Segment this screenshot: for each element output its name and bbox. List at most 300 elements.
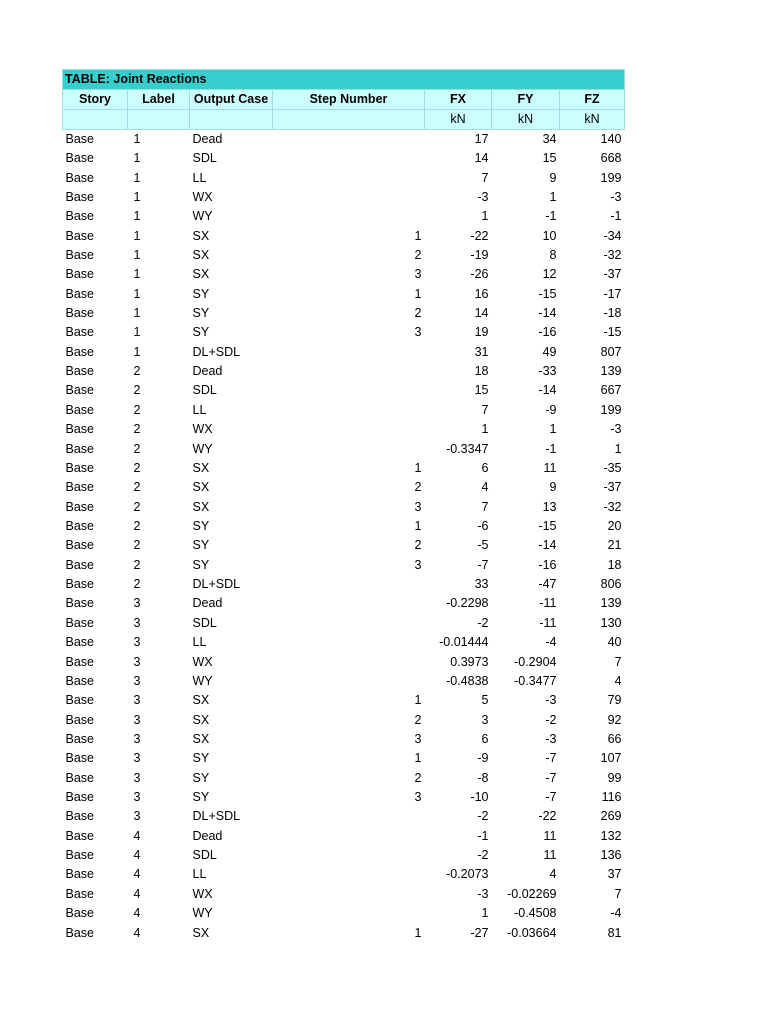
cell-step-number[interactable]: 2 xyxy=(414,770,422,785)
cell-fz[interactable]: 139 xyxy=(600,364,622,379)
cell-fy[interactable]: 12 xyxy=(542,267,557,282)
cell-fx[interactable]: -1 xyxy=(477,828,489,843)
cell-output-case[interactable]: WY xyxy=(192,673,213,688)
unit-fz[interactable]: kN xyxy=(560,110,625,130)
cell-step-number[interactable] xyxy=(273,614,425,633)
cell-step-number[interactable] xyxy=(273,168,425,187)
cell-output-case[interactable]: SDL xyxy=(192,615,217,630)
cell-step-number[interactable] xyxy=(273,575,425,594)
cell-fy[interactable]: 1 xyxy=(549,422,557,437)
cell-label[interactable]: 1 xyxy=(133,306,141,321)
cell-output-case[interactable]: SY xyxy=(192,286,210,301)
cell-fx[interactable]: -7 xyxy=(477,557,489,572)
cell-story[interactable]: Base xyxy=(65,170,94,185)
cell-label[interactable]: 3 xyxy=(133,809,141,824)
cell-step-number[interactable] xyxy=(273,439,425,458)
cell-output-case[interactable]: SY xyxy=(192,519,210,533)
cell-output-case[interactable]: SY xyxy=(192,790,210,805)
cell-fz[interactable]: 4 xyxy=(614,673,622,688)
cell-story[interactable]: Base xyxy=(65,635,94,650)
cell-label[interactable]: 2 xyxy=(133,499,141,514)
cell-fz[interactable]: 132 xyxy=(600,828,622,843)
cell-fy[interactable]: -7 xyxy=(545,770,557,785)
cell-fx[interactable]: 14 xyxy=(474,151,489,166)
header-story[interactable]: Story xyxy=(63,90,128,110)
cell-fy[interactable]: -7 xyxy=(545,790,557,805)
cell-fz[interactable]: 40 xyxy=(607,635,622,650)
cell-label[interactable]: 3 xyxy=(133,693,141,708)
cell-story[interactable]: Base xyxy=(65,906,94,921)
cell-story[interactable]: Base xyxy=(65,480,94,495)
cell-fy[interactable]: -11 xyxy=(539,615,557,630)
cell-story[interactable]: Base xyxy=(65,925,94,940)
cell-output-case[interactable]: SX xyxy=(192,712,210,727)
cell-story[interactable]: Base xyxy=(65,577,94,592)
cell-story[interactable]: Base xyxy=(65,306,94,321)
cell-story[interactable]: Base xyxy=(65,460,94,475)
cell-fx[interactable]: 7 xyxy=(481,499,489,514)
cell-fz[interactable]: 139 xyxy=(600,596,622,611)
cell-fz[interactable]: 107 xyxy=(600,751,622,766)
cell-fx[interactable]: 14 xyxy=(474,306,489,321)
unit-fy[interactable]: kN xyxy=(492,110,560,130)
cell-step-number[interactable]: 2 xyxy=(414,306,422,321)
cell-label[interactable]: 2 xyxy=(133,480,141,495)
cell-output-case[interactable]: LL xyxy=(192,635,207,650)
cell-fx[interactable]: 15 xyxy=(474,383,489,398)
unit-fx[interactable]: kN xyxy=(425,110,492,130)
cell-fy[interactable]: -0.02269 xyxy=(507,886,557,901)
cell-fy[interactable]: -0.4508 xyxy=(514,906,557,921)
cell-step-number[interactable]: 3 xyxy=(414,499,422,514)
header-fy[interactable]: FY xyxy=(492,90,560,110)
cell-output-case[interactable]: SX xyxy=(192,925,210,940)
cell-label[interactable]: 2 xyxy=(133,519,141,533)
cell-output-case[interactable]: WX xyxy=(192,189,213,204)
cell-label[interactable]: 4 xyxy=(133,925,141,940)
cell-story[interactable]: Base xyxy=(65,344,94,359)
cell-fz[interactable]: 668 xyxy=(600,151,622,166)
cell-step-number[interactable]: 3 xyxy=(414,325,422,340)
cell-label[interactable]: 2 xyxy=(133,538,141,553)
cell-fz[interactable]: 130 xyxy=(600,615,622,630)
cell-output-case[interactable]: Dead xyxy=(192,828,223,843)
cell-step-number[interactable]: 3 xyxy=(414,557,422,572)
cell-story[interactable]: Base xyxy=(65,848,94,863)
cell-story[interactable]: Base xyxy=(65,673,94,688)
cell-story[interactable]: Base xyxy=(65,132,94,146)
cell-fx[interactable]: 6 xyxy=(481,731,489,746)
cell-fz[interactable]: 21 xyxy=(607,538,622,553)
cell-fz[interactable]: 18 xyxy=(607,557,622,572)
cell-story[interactable]: Base xyxy=(65,654,94,669)
cell-fz[interactable]: 136 xyxy=(600,848,622,863)
cell-fy[interactable]: -1 xyxy=(545,209,557,224)
cell-fx[interactable]: -2 xyxy=(477,809,489,824)
cell-fx[interactable]: -0.2298 xyxy=(446,596,489,611)
cell-fz[interactable]: 7 xyxy=(614,886,622,901)
cell-step-number[interactable] xyxy=(273,207,425,226)
cell-label[interactable]: 4 xyxy=(133,886,141,901)
cell-fz[interactable]: -37 xyxy=(603,480,622,495)
cell-fx[interactable]: -2 xyxy=(477,615,489,630)
cell-story[interactable]: Base xyxy=(65,615,94,630)
cell-fx[interactable]: 17 xyxy=(474,132,489,146)
cell-story[interactable]: Base xyxy=(65,712,94,727)
cell-output-case[interactable]: DL+SDL xyxy=(192,809,241,824)
cell-fx[interactable]: 7 xyxy=(481,170,489,185)
cell-fx[interactable]: 1 xyxy=(481,422,489,437)
cell-fx[interactable]: -3 xyxy=(477,886,489,901)
cell-fy[interactable]: -3 xyxy=(545,731,557,746)
cell-label[interactable]: 3 xyxy=(133,770,141,785)
cell-story[interactable]: Base xyxy=(65,886,94,901)
cell-fy[interactable]: 15 xyxy=(542,151,557,166)
cell-step-number[interactable] xyxy=(273,594,425,613)
cell-output-case[interactable]: WX xyxy=(192,422,213,437)
cell-step-number[interactable]: 1 xyxy=(414,751,422,766)
cell-fx[interactable]: -19 xyxy=(470,247,489,262)
cell-story[interactable]: Base xyxy=(65,751,94,766)
cell-fy[interactable]: 4 xyxy=(549,867,557,882)
cell-label[interactable]: 3 xyxy=(133,790,141,805)
cell-fy[interactable]: -9 xyxy=(545,402,557,417)
cell-story[interactable]: Base xyxy=(65,499,94,514)
cell-fy[interactable]: -0.03664 xyxy=(507,925,557,940)
cell-fx[interactable]: -10 xyxy=(470,790,489,805)
cell-fy[interactable]: -4 xyxy=(545,635,557,650)
cell-fx[interactable]: -27 xyxy=(470,925,489,940)
cell-step-number[interactable] xyxy=(273,343,425,362)
cell-fz[interactable]: 140 xyxy=(600,132,622,146)
cell-step-number[interactable] xyxy=(273,672,425,691)
cell-story[interactable]: Base xyxy=(65,809,94,824)
header-step-number[interactable]: Step Number xyxy=(273,90,425,110)
cell-label[interactable]: 2 xyxy=(133,383,141,398)
cell-fx[interactable]: 6 xyxy=(481,460,489,475)
cell-fz[interactable]: 7 xyxy=(614,654,622,669)
unit-output-case[interactable] xyxy=(190,110,273,130)
cell-story[interactable]: Base xyxy=(65,267,94,282)
cell-fy[interactable]: -14 xyxy=(538,306,557,321)
cell-output-case[interactable]: SX xyxy=(192,693,210,708)
cell-fy[interactable]: -11 xyxy=(539,596,557,611)
cell-label[interactable]: 4 xyxy=(133,848,141,863)
cell-output-case[interactable]: SY xyxy=(192,538,210,553)
cell-fy[interactable]: -47 xyxy=(538,577,557,592)
cell-fx[interactable]: -2 xyxy=(477,848,489,863)
cell-label[interactable]: 3 xyxy=(133,751,141,766)
cell-story[interactable]: Base xyxy=(65,828,94,843)
cell-fz[interactable]: -15 xyxy=(603,325,622,340)
cell-fy[interactable]: 11 xyxy=(543,828,557,843)
cell-label[interactable]: 1 xyxy=(133,228,141,243)
cell-fz[interactable]: 269 xyxy=(600,809,622,824)
cell-fx[interactable]: -5 xyxy=(477,538,489,553)
cell-fx[interactable]: -6 xyxy=(477,519,489,533)
cell-fz[interactable]: 807 xyxy=(600,344,622,359)
cell-fz[interactable]: 37 xyxy=(607,867,622,882)
cell-fy[interactable]: 9 xyxy=(549,170,557,185)
cell-step-number[interactable] xyxy=(273,149,425,168)
cell-fx[interactable]: -26 xyxy=(470,267,489,282)
cell-output-case[interactable]: WX xyxy=(192,654,213,669)
cell-step-number[interactable] xyxy=(273,188,425,207)
cell-label[interactable]: 2 xyxy=(133,557,141,572)
cell-step-number[interactable]: 2 xyxy=(414,480,422,495)
cell-output-case[interactable]: SX xyxy=(192,247,210,262)
cell-fx[interactable]: -8 xyxy=(477,770,489,785)
cell-output-case[interactable]: Dead xyxy=(192,596,223,611)
cell-fz[interactable]: 79 xyxy=(607,693,622,708)
unit-story[interactable] xyxy=(63,110,128,130)
cell-label[interactable]: 1 xyxy=(133,151,141,166)
cell-fz[interactable]: 20 xyxy=(607,519,622,533)
cell-step-number[interactable]: 2 xyxy=(414,538,422,553)
cell-fy[interactable]: 10 xyxy=(542,228,557,243)
cell-output-case[interactable]: SY xyxy=(192,751,210,766)
cell-step-number[interactable] xyxy=(273,904,425,923)
cell-fz[interactable]: 1 xyxy=(614,441,622,456)
cell-fy[interactable]: 11 xyxy=(543,460,557,475)
cell-label[interactable]: 1 xyxy=(133,344,141,359)
cell-story[interactable]: Base xyxy=(65,383,94,398)
cell-fx[interactable]: 16 xyxy=(474,286,489,301)
cell-fy[interactable]: -0.3477 xyxy=(514,673,557,688)
cell-fx[interactable]: 33 xyxy=(474,577,489,592)
cell-story[interactable]: Base xyxy=(65,596,94,611)
header-fz[interactable]: FZ xyxy=(560,90,625,110)
cell-step-number[interactable] xyxy=(273,652,425,671)
header-label[interactable]: Label xyxy=(128,90,190,110)
unit-label[interactable] xyxy=(128,110,190,130)
cell-story[interactable]: Base xyxy=(65,538,94,553)
cell-output-case[interactable]: DL+SDL xyxy=(192,344,241,359)
cell-fy[interactable]: -3 xyxy=(545,693,557,708)
cell-fz[interactable]: -37 xyxy=(603,267,622,282)
cell-fy[interactable]: -14 xyxy=(538,383,557,398)
cell-step-number[interactable]: 1 xyxy=(414,519,422,533)
cell-step-number[interactable]: 1 xyxy=(414,925,422,940)
cell-output-case[interactable]: SY xyxy=(192,557,210,572)
cell-fy[interactable]: -15 xyxy=(538,519,557,533)
cell-fz[interactable]: -32 xyxy=(603,499,622,514)
cell-fy[interactable]: 8 xyxy=(549,247,557,262)
cell-label[interactable]: 4 xyxy=(133,906,141,921)
cell-label[interactable]: 3 xyxy=(133,712,141,727)
cell-fx[interactable]: 19 xyxy=(474,325,489,340)
cell-fx[interactable]: 0.3973 xyxy=(450,654,489,669)
cell-fx[interactable]: 1 xyxy=(481,906,489,921)
cell-fy[interactable]: -16 xyxy=(538,325,557,340)
cell-fz[interactable]: 99 xyxy=(607,770,622,785)
cell-story[interactable]: Base xyxy=(65,867,94,882)
cell-story[interactable]: Base xyxy=(65,731,94,746)
cell-fz[interactable]: 66 xyxy=(607,731,622,746)
cell-fx[interactable]: -0.01444 xyxy=(439,635,489,650)
cell-step-number[interactable] xyxy=(273,130,425,150)
cell-output-case[interactable]: SY xyxy=(192,306,210,321)
cell-fz[interactable]: 667 xyxy=(600,383,622,398)
cell-fy[interactable]: 9 xyxy=(549,480,557,495)
cell-fx[interactable]: 5 xyxy=(481,693,489,708)
cell-step-number[interactable]: 1 xyxy=(414,693,422,708)
cell-story[interactable]: Base xyxy=(65,286,94,301)
cell-fz[interactable]: 92 xyxy=(607,712,622,727)
cell-label[interactable]: 2 xyxy=(133,441,141,456)
cell-output-case[interactable]: Dead xyxy=(192,132,223,146)
cell-story[interactable]: Base xyxy=(65,422,94,437)
cell-story[interactable]: Base xyxy=(65,325,94,340)
header-fx[interactable]: FX xyxy=(425,90,492,110)
cell-fx[interactable]: -0.4838 xyxy=(446,673,489,688)
cell-story[interactable]: Base xyxy=(65,364,94,379)
cell-fx[interactable]: -0.3347 xyxy=(446,441,489,456)
cell-output-case[interactable]: DL+SDL xyxy=(192,577,241,592)
cell-fx[interactable]: 4 xyxy=(481,480,489,495)
cell-step-number[interactable] xyxy=(273,381,425,400)
cell-story[interactable]: Base xyxy=(65,557,94,572)
cell-fy[interactable]: -16 xyxy=(538,557,557,572)
cell-fx[interactable]: 3 xyxy=(481,712,489,727)
cell-step-number[interactable]: 1 xyxy=(414,228,422,243)
cell-step-number[interactable]: 2 xyxy=(414,712,422,727)
cell-label[interactable]: 3 xyxy=(133,673,141,688)
cell-fz[interactable]: -35 xyxy=(603,460,622,475)
cell-story[interactable]: Base xyxy=(65,441,94,456)
cell-fy[interactable]: -15 xyxy=(538,286,557,301)
cell-output-case[interactable]: WX xyxy=(192,886,213,901)
cell-output-case[interactable]: SX xyxy=(192,460,210,475)
cell-fy[interactable]: 13 xyxy=(542,499,557,514)
cell-label[interactable]: 4 xyxy=(133,867,141,882)
cell-output-case[interactable]: SDL xyxy=(192,848,217,863)
cell-step-number[interactable] xyxy=(273,865,425,884)
cell-fy[interactable]: 34 xyxy=(542,132,557,146)
cell-output-case[interactable]: Dead xyxy=(192,364,223,379)
table-title[interactable]: TABLE: Joint Reactions xyxy=(63,70,625,90)
cell-step-number[interactable]: 3 xyxy=(414,267,422,282)
cell-label[interactable]: 2 xyxy=(133,577,141,592)
cell-output-case[interactable]: SX xyxy=(192,228,210,243)
cell-fz[interactable]: -34 xyxy=(603,228,622,243)
cell-fy[interactable]: 1 xyxy=(549,189,557,204)
cell-label[interactable]: 1 xyxy=(133,286,141,301)
cell-fx[interactable]: -22 xyxy=(470,228,489,243)
cell-story[interactable]: Base xyxy=(65,228,94,243)
cell-label[interactable]: 2 xyxy=(133,364,141,379)
cell-label[interactable]: 2 xyxy=(133,422,141,437)
cell-step-number[interactable]: 3 xyxy=(414,731,422,746)
cell-fx[interactable]: 31 xyxy=(474,344,489,359)
cell-fx[interactable]: 1 xyxy=(481,209,489,224)
cell-output-case[interactable]: SDL xyxy=(192,383,217,398)
cell-label[interactable]: 1 xyxy=(133,132,141,146)
cell-step-number[interactable] xyxy=(273,846,425,865)
cell-fz[interactable]: 81 xyxy=(607,925,622,940)
cell-fz[interactable]: -3 xyxy=(610,189,622,204)
cell-output-case[interactable]: SX xyxy=(192,499,210,514)
cell-step-number[interactable] xyxy=(273,633,425,652)
cell-label[interactable]: 3 xyxy=(133,635,141,650)
cell-label[interactable]: 4 xyxy=(133,828,141,843)
cell-fy[interactable]: -14 xyxy=(538,538,557,553)
cell-label[interactable]: 1 xyxy=(133,189,141,204)
cell-fx[interactable]: 7 xyxy=(481,402,489,417)
cell-step-number[interactable] xyxy=(273,362,425,381)
cell-output-case[interactable]: SDL xyxy=(192,151,217,166)
cell-output-case[interactable]: LL xyxy=(192,402,207,417)
cell-output-case[interactable]: WY xyxy=(192,441,213,456)
cell-label[interactable]: 1 xyxy=(133,325,141,340)
cell-label[interactable]: 3 xyxy=(133,615,141,630)
cell-label[interactable]: 3 xyxy=(133,731,141,746)
cell-output-case[interactable]: SX xyxy=(192,480,210,495)
cell-step-number[interactable] xyxy=(273,827,425,846)
cell-fz[interactable]: -1 xyxy=(610,209,622,224)
cell-fx[interactable]: -9 xyxy=(477,751,489,766)
cell-fz[interactable]: 199 xyxy=(600,170,622,185)
cell-fy[interactable]: 49 xyxy=(542,344,557,359)
cell-fx[interactable]: -0.2073 xyxy=(446,867,489,882)
cell-fx[interactable]: 18 xyxy=(474,364,489,379)
cell-label[interactable]: 1 xyxy=(133,209,141,224)
cell-label[interactable]: 3 xyxy=(133,654,141,669)
cell-output-case[interactable]: SX xyxy=(192,267,210,282)
cell-fz[interactable]: -3 xyxy=(610,422,622,437)
cell-fx[interactable]: -3 xyxy=(477,189,489,204)
cell-output-case[interactable]: LL xyxy=(192,170,207,185)
cell-label[interactable]: 1 xyxy=(133,247,141,262)
cell-story[interactable]: Base xyxy=(65,770,94,785)
cell-output-case[interactable]: SY xyxy=(192,325,210,340)
cell-step-number[interactable] xyxy=(273,807,425,826)
cell-label[interactable]: 1 xyxy=(133,267,141,282)
cell-step-number[interactable]: 3 xyxy=(414,790,422,805)
cell-output-case[interactable]: WY xyxy=(192,906,213,921)
cell-fz[interactable]: 199 xyxy=(600,402,622,417)
cell-fy[interactable]: -33 xyxy=(538,364,557,379)
cell-step-number[interactable] xyxy=(273,885,425,904)
cell-fz[interactable]: -4 xyxy=(610,906,622,921)
cell-label[interactable]: 1 xyxy=(133,170,141,185)
cell-fz[interactable]: 806 xyxy=(600,577,622,592)
cell-fy[interactable]: -22 xyxy=(538,809,557,824)
cell-output-case[interactable]: WY xyxy=(192,209,213,224)
cell-step-number[interactable] xyxy=(273,401,425,420)
cell-fz[interactable]: -17 xyxy=(603,286,622,301)
cell-story[interactable]: Base xyxy=(65,402,94,417)
cell-fy[interactable]: -0.2904 xyxy=(514,654,557,669)
cell-fz[interactable]: 116 xyxy=(601,790,622,805)
cell-story[interactable]: Base xyxy=(65,189,94,204)
cell-output-case[interactable]: SX xyxy=(192,731,210,746)
cell-output-case[interactable]: LL xyxy=(192,867,207,882)
cell-label[interactable]: 2 xyxy=(133,460,141,475)
cell-step-number[interactable]: 1 xyxy=(414,460,422,475)
cell-story[interactable]: Base xyxy=(65,519,94,533)
cell-fz[interactable]: -18 xyxy=(603,306,622,321)
cell-label[interactable]: 3 xyxy=(133,596,141,611)
cell-fy[interactable]: 11 xyxy=(543,848,557,863)
cell-step-number[interactable] xyxy=(273,420,425,439)
cell-fy[interactable]: -7 xyxy=(545,751,557,766)
cell-fy[interactable]: -1 xyxy=(545,441,557,456)
cell-step-number[interactable]: 2 xyxy=(414,247,422,262)
header-output-case[interactable]: Output Case xyxy=(190,90,273,110)
cell-story[interactable]: Base xyxy=(65,209,94,224)
cell-story[interactable]: Base xyxy=(65,151,94,166)
